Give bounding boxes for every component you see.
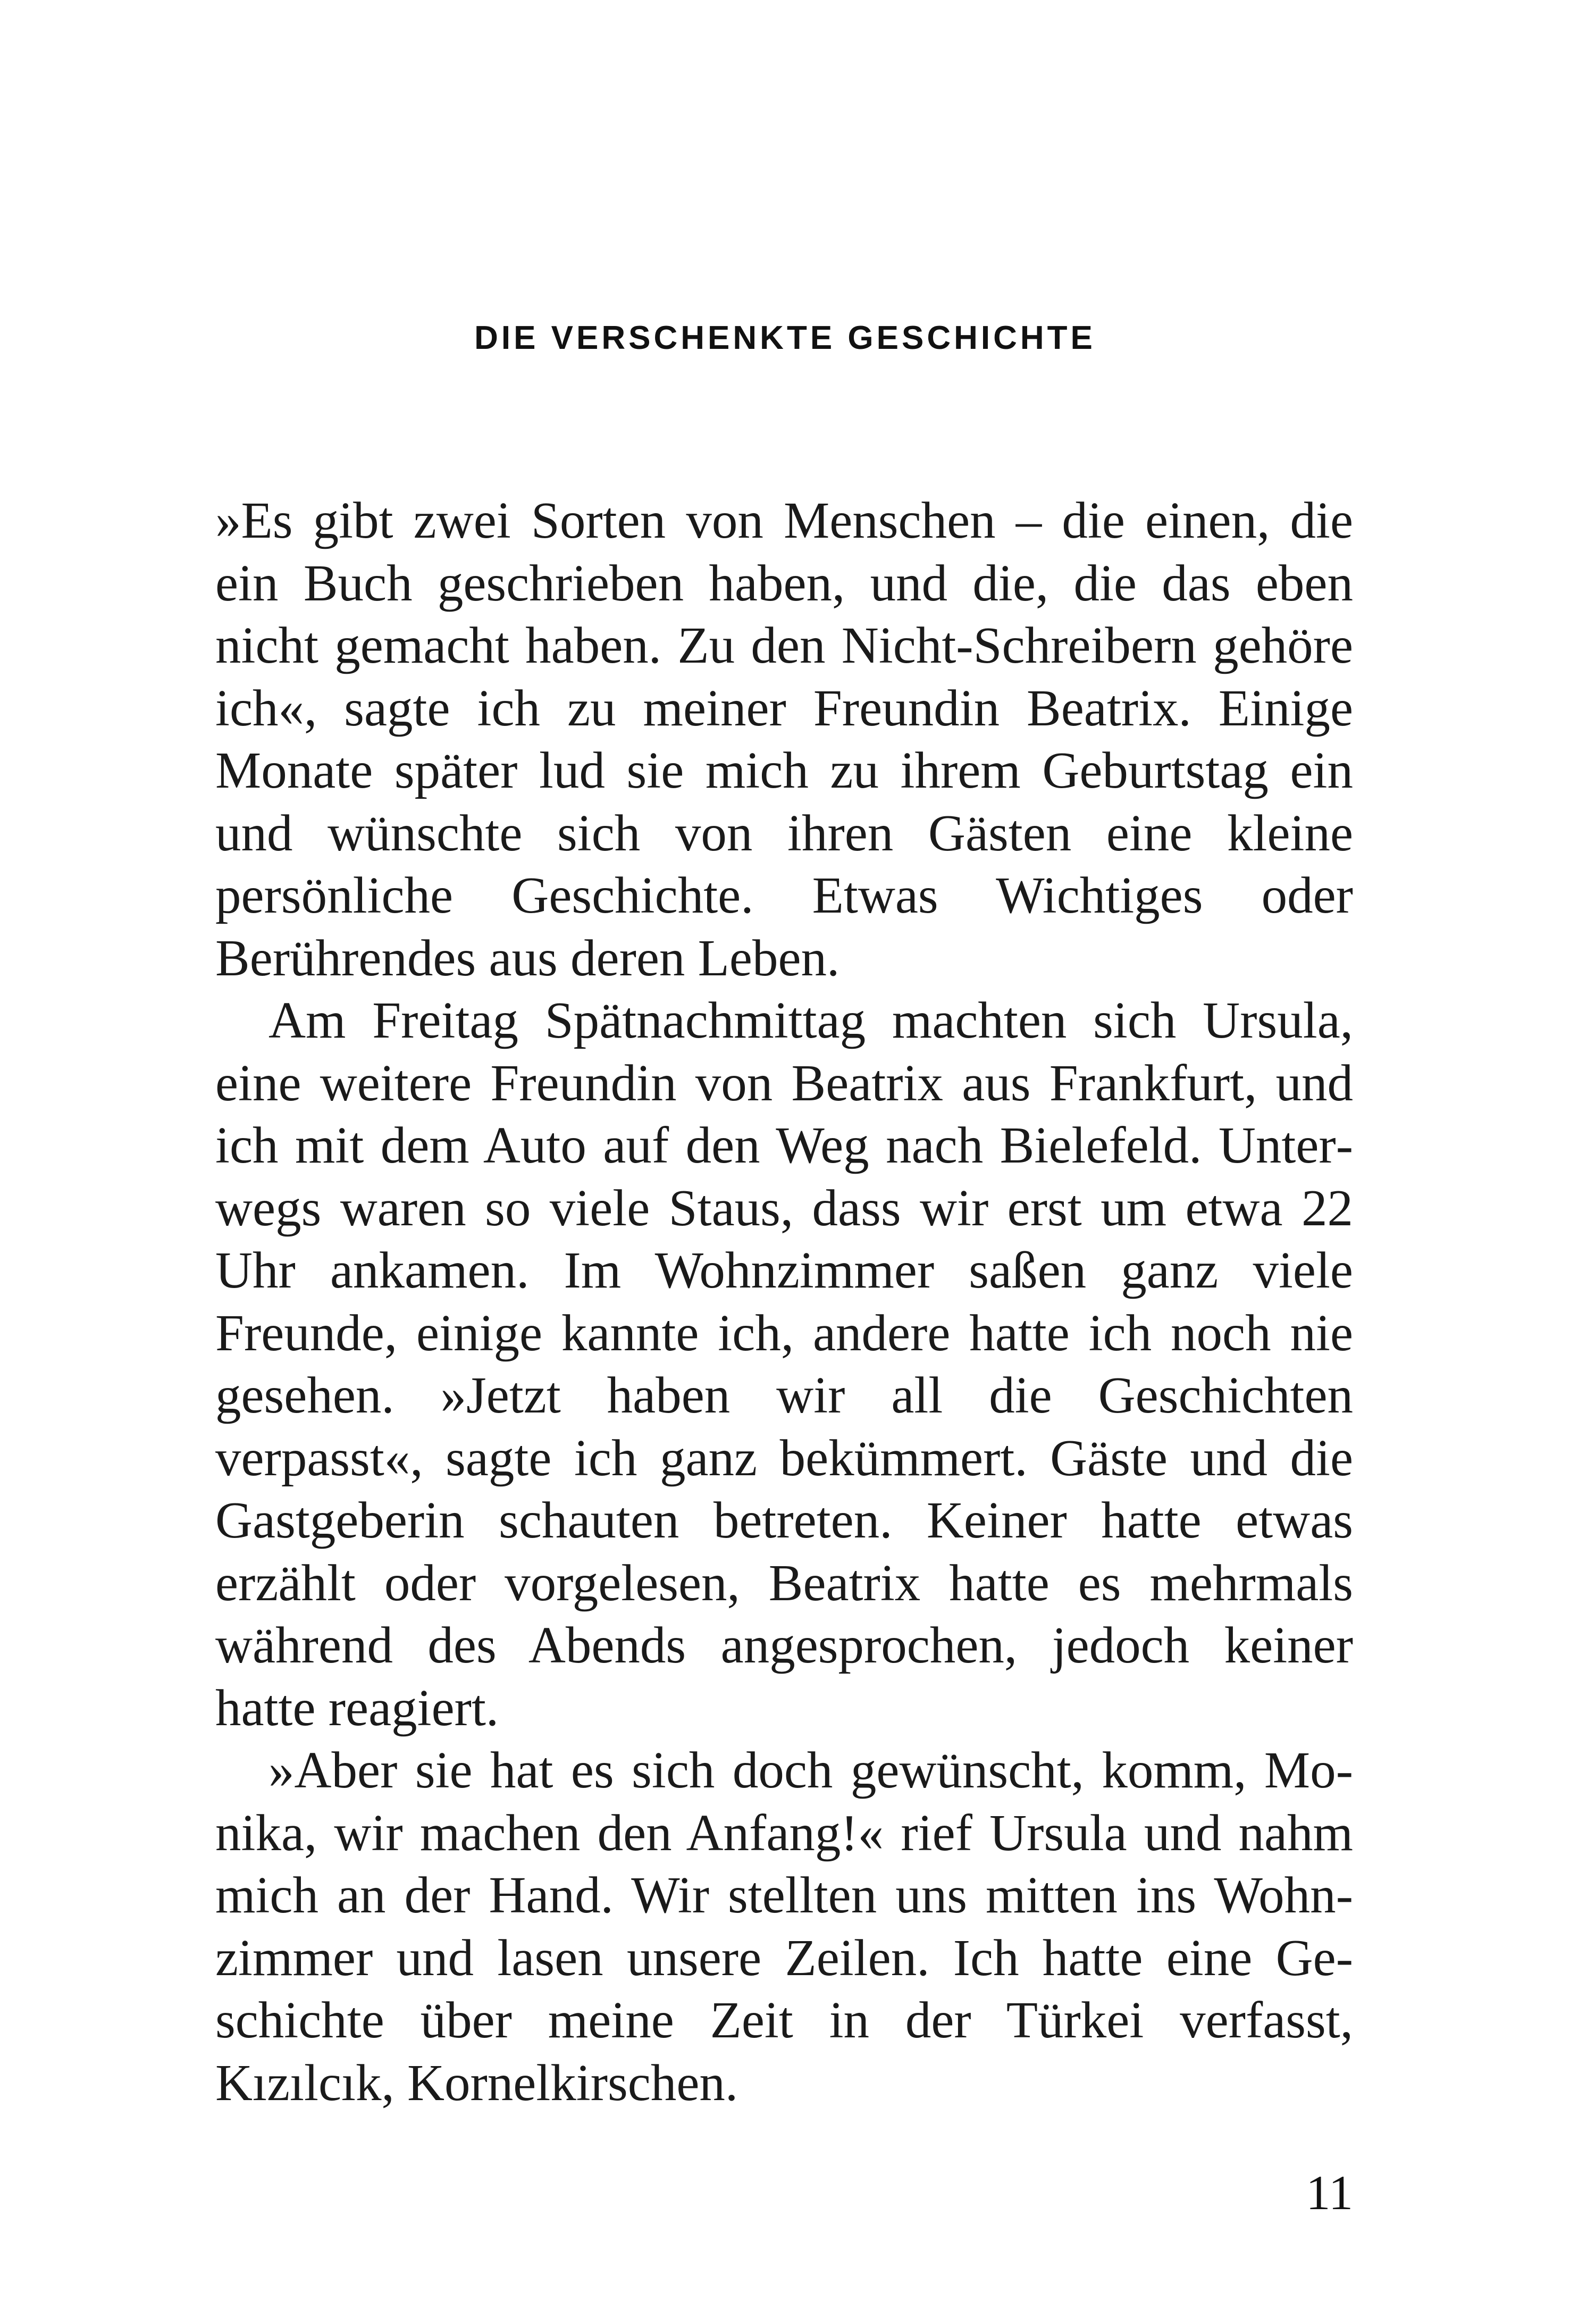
paragraph-1: »Es gibt zwei Sorten von Menschen – die einen, die ein Buch geschrieben haben, und die, die das eben nicht gemacht haben. Zu den Nicht-Schreibern gehöre ich«, sagte ich zu meiner Freundin Beatrix. Einige Monate später lud sie mich zu ihrem Geburtstag ein und wünschte sich von ihren Gästen eine kleine persönliche Geschichte. Etwas Wichtiges oder Berührendes aus deren Leben. [215,492,1353,987]
chapter-title: DIE VERSCHENKTE GESCHICHTE [474,320,1096,356]
page-number: 11 [1306,2166,1353,2220]
body-text [215,489,1353,2114]
paragraph-2: Am Freitag Spätnachmittag machten sich Ursula, eine weitere Freundin von Beatrix aus Frankfurt, und ich mit dem Auto auf den Weg nach Bielefeld. Unterwegs waren so viele Staus, dass wir erst um etwa 22 Uhr ankamen. Im Wohnzimmer saßen ganz viele Freunde, einige kannte ich, andere hatte ich noch nie gesehen. »Jetzt haben wir all die Geschichten verpasst«, sagte ich ganz bekümmert. Gäste und die Gastgeberin schauten betreten. Keiner hatte etwas erzählt oder vorgelesen, Beatrix hatte es mehrmals während des Abends angesprochen, jedoch keiner hatte reagiert. [215,992,1353,1736]
paragraph-3: »Aber sie hat es sich doch gewünscht, komm, Monika, wir machen den Anfang!« rief Ursula und nahm mich an der Hand. Wir stellten uns mitten ins Wohnzimmer und lasen unsere Zeilen. Ich hatte eine Geschichte über meine Zeit in der Türkei verfasst, Kızılcık, Kornelkirschen. [215,1742,1353,2111]
